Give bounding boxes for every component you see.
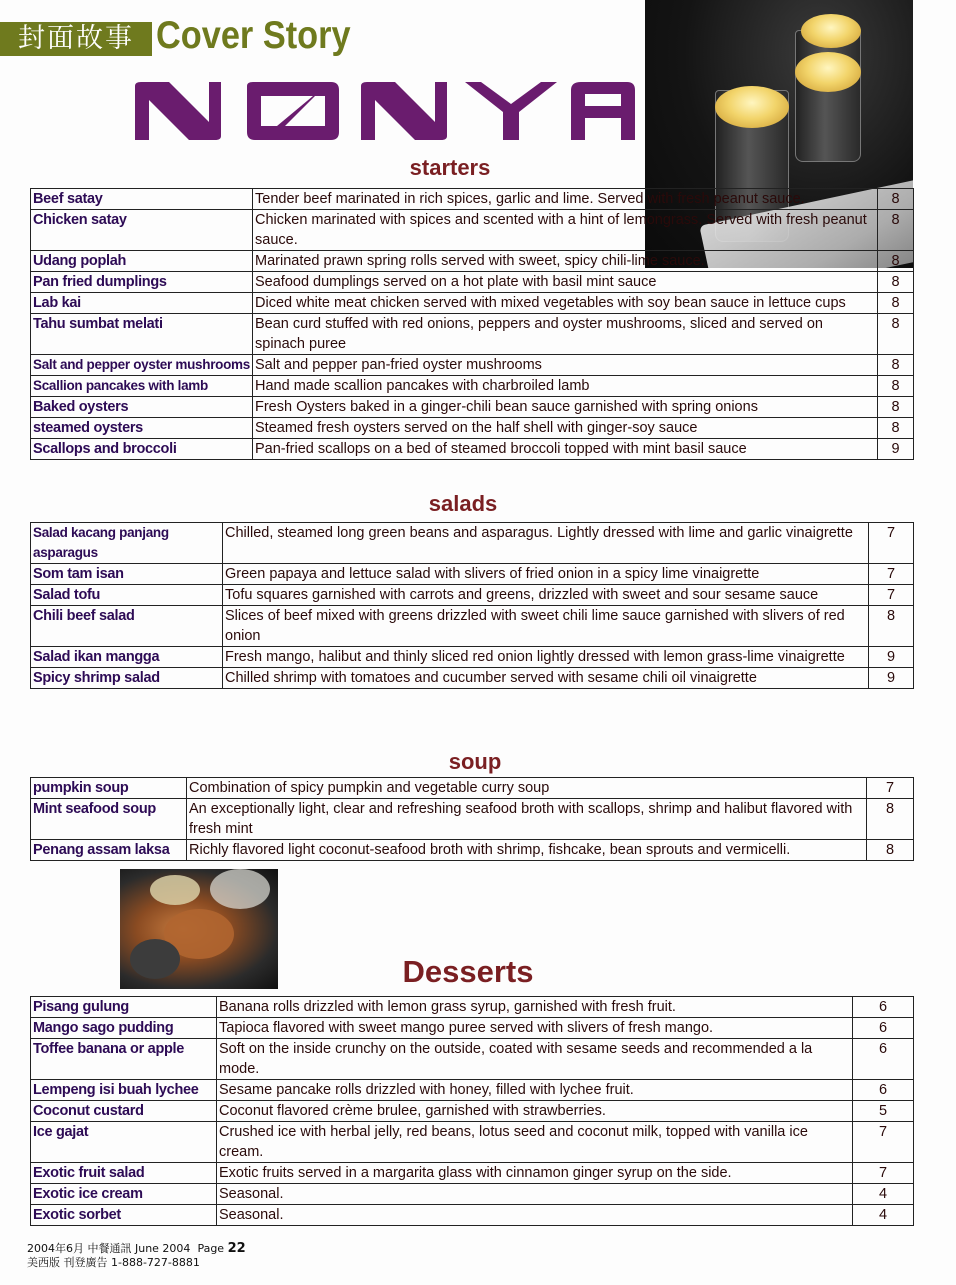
item-description: Combination of spicy pumpkin and vegetable curry soup — [187, 778, 867, 799]
item-name: Coconut custard — [31, 1101, 217, 1122]
menu-row — [31, 564, 914, 585]
item-description: Soft on the inside crunchy on the outside, coated with sesame seeds and recommended a la mode. — [217, 1039, 853, 1080]
salads-table — [30, 522, 914, 689]
item-name: Salad ikan mangga — [31, 647, 223, 668]
item-name: Salad tofu — [31, 585, 223, 606]
item-price: 9 — [878, 439, 914, 460]
item-price: 4 — [853, 1205, 914, 1226]
nonya-title-logo — [135, 82, 635, 140]
item-description: Marinated prawn spring rolls served with sweet, spicy chili-lime sauce. — [253, 251, 878, 272]
item-price: 7 — [869, 564, 914, 585]
item-description: Seasonal. — [217, 1184, 853, 1205]
item-price: 8 — [878, 314, 914, 355]
item-description: Green papaya and lettuce salad with slivers of fried onion in a spicy lime vinaigrette — [223, 564, 869, 585]
menu-row — [31, 1184, 914, 1205]
menu-row — [31, 1122, 914, 1163]
menu-row — [31, 189, 914, 210]
item-price: 8 — [878, 376, 914, 397]
item-description: Tender beef marinated in rich spices, garlic and lime. Served with fresh peanut sauce. — [253, 189, 878, 210]
item-price: 6 — [853, 1018, 914, 1039]
starters-table — [30, 188, 914, 460]
menu-row — [31, 799, 914, 840]
menu-row — [31, 778, 914, 799]
menu-row — [31, 314, 914, 355]
item-name: Udang poplah — [31, 251, 253, 272]
page-footer — [27, 1242, 246, 1270]
menu-row — [31, 606, 914, 647]
item-description: Seasonal. — [217, 1205, 853, 1226]
menu-row — [31, 585, 914, 606]
item-price: 4 — [853, 1184, 914, 1205]
menu-row — [31, 1039, 914, 1080]
menu-row — [31, 997, 914, 1018]
soup-table — [30, 777, 914, 861]
item-price: 6 — [853, 997, 914, 1018]
item-name: Chicken satay — [31, 210, 253, 251]
menu-row — [31, 1101, 914, 1122]
item-description: Fresh mango, halibut and thinly sliced red onion lightly dressed with lemon grass-lime vinaigrette — [223, 647, 869, 668]
soup-heading: soup — [448, 749, 502, 774]
menu-row — [31, 668, 914, 689]
item-price: 5 — [853, 1101, 914, 1122]
item-description: Seafood dumplings served on a hot plate with basil mint sauce — [253, 272, 878, 293]
menu-row — [31, 1018, 914, 1039]
item-description: Salt and pepper pan-fried oyster mushrooms — [253, 355, 878, 376]
item-price: 8 — [878, 397, 914, 418]
item-price: 8 — [878, 189, 914, 210]
menu-row — [31, 251, 914, 272]
item-description: Crushed ice with herbal jelly, red beans, lotus seed and coconut milk, topped with vanilla ice cream. — [217, 1122, 853, 1163]
menu-row — [31, 272, 914, 293]
item-name: Exotic sorbet — [31, 1205, 217, 1226]
item-name: Beef satay — [31, 189, 253, 210]
menu-row — [31, 418, 914, 439]
item-description: Bean curd stuffed with red onions, peppers and oyster mushrooms, sliced and served on spinach puree — [253, 314, 878, 355]
item-price: 8 — [867, 840, 914, 861]
item-price: 9 — [869, 647, 914, 668]
item-price: 8 — [878, 355, 914, 376]
starters-heading: starters — [409, 155, 491, 180]
desserts-table — [30, 996, 914, 1226]
item-price: 6 — [853, 1080, 914, 1101]
item-price: 7 — [869, 523, 914, 564]
item-name: Pan fried dumplings — [31, 272, 253, 293]
item-price: 7 — [867, 778, 914, 799]
item-name: Scallops and broccoli — [31, 439, 253, 460]
item-description: Fresh Oysters baked in a ginger-chili bean sauce garnished with spring onions — [253, 397, 878, 418]
item-description: Tofu squares garnished with carrots and greens, drizzled with sweet and sour sesame sauce — [223, 585, 869, 606]
menu-row — [31, 376, 914, 397]
item-description: Chilled shrimp with tomatoes and cucumber served with sesame chili oil vinaigrette — [223, 668, 869, 689]
item-name: steamed oysters — [31, 418, 253, 439]
desserts-heading: Desserts — [402, 954, 534, 989]
item-price: 7 — [853, 1163, 914, 1184]
footer-line-1 — [27, 1242, 246, 1256]
menu-row — [31, 293, 914, 314]
item-name: pumpkin soup — [31, 778, 187, 799]
item-description: Exotic fruits served in a margarita glass with cinnamon ginger syrup on the side. — [217, 1163, 853, 1184]
item-description: Banana rolls drizzled with lemon grass syrup, garnished with fresh fruit. — [217, 997, 853, 1018]
section-label-chinese: 封面故事 — [0, 22, 152, 56]
item-price: 7 — [869, 585, 914, 606]
page-number: 22 — [227, 1241, 246, 1256]
menu-row — [31, 523, 914, 564]
item-price: 8 — [869, 606, 914, 647]
item-name: Salad kacang panjang asparagus — [31, 523, 223, 564]
item-price: 9 — [869, 668, 914, 689]
menu-row — [31, 1205, 914, 1226]
item-name: Scallion pancakes with lamb — [31, 376, 253, 397]
item-name: Baked oysters — [31, 397, 253, 418]
menu-row — [31, 355, 914, 376]
item-description: An exceptionally light, clear and refreshing seafood broth with scallops, shrimp and halibut flavored with fresh mint — [187, 799, 867, 840]
item-price: 8 — [878, 210, 914, 251]
item-name: Toffee banana or apple — [31, 1039, 217, 1080]
item-name: Exotic ice cream — [31, 1184, 217, 1205]
item-description: Pan-fried scallops on a bed of steamed broccoli topped with mint basil sauce — [253, 439, 878, 460]
item-description: Chilled, steamed long green beans and asparagus. Lightly dressed with lime and garlic vinaigrette — [223, 523, 869, 564]
menu-row — [31, 1163, 914, 1184]
item-name: Tahu sumbat melati — [31, 314, 253, 355]
item-name: Mint seafood soup — [31, 799, 187, 840]
item-description: Slices of beef mixed with greens drizzled with sweet chili lime sauce garnished with slivers of red onion — [223, 606, 869, 647]
menu-row — [31, 397, 914, 418]
item-name: Penang assam laksa — [31, 840, 187, 861]
item-description: Hand made scallion pancakes with charbroiled lamb — [253, 376, 878, 397]
item-name: Salt and pepper oyster mushrooms — [31, 355, 253, 376]
item-name: Ice gajat — [31, 1122, 217, 1163]
item-name: Pisang gulung — [31, 997, 217, 1018]
footer-page-label: Page — [197, 1242, 225, 1255]
item-name: Chili beef salad — [31, 606, 223, 647]
item-description: Coconut flavored crème brulee, garnished with strawberries. — [217, 1101, 853, 1122]
item-price: 6 — [853, 1039, 914, 1080]
item-name: Mango sago pudding — [31, 1018, 217, 1039]
item-name: Lempeng isi buah lychee — [31, 1080, 217, 1101]
item-price: 7 — [853, 1122, 914, 1163]
item-price: 8 — [878, 418, 914, 439]
item-price: 8 — [878, 272, 914, 293]
item-name: Lab kai — [31, 293, 253, 314]
item-price: 8 — [878, 293, 914, 314]
dessert-food-photo — [120, 869, 278, 989]
menu-row — [31, 1080, 914, 1101]
menu-row — [31, 439, 914, 460]
menu-row — [31, 647, 914, 668]
menu-row — [31, 840, 914, 861]
item-description: Chicken marinated with spices and scented with a hint of lemongrass. Served with fresh peanut sauce. — [253, 210, 878, 251]
section-label-cover-story: Cover Story — [156, 14, 351, 57]
item-description: Sesame pancake rolls drizzled with honey, filled with lychee fruit. — [217, 1080, 853, 1101]
item-name: Spicy shrimp salad — [31, 668, 223, 689]
item-name: Exotic fruit salad — [31, 1163, 217, 1184]
salads-heading: salads — [428, 491, 498, 516]
footer-publication: 2004年6月 中餐通訊 June 2004 — [27, 1242, 191, 1255]
item-description: Diced white meat chicken served with mixed vegetables with soy bean sauce in lettuce cups — [253, 293, 878, 314]
item-name: Som tam isan — [31, 564, 223, 585]
item-description: Richly flavored light coconut-seafood broth with shrimp, fishcake, bean sprouts and vermicelli. — [187, 840, 867, 861]
item-description: Tapioca flavored with sweet mango puree served with slivers of fresh mango. — [217, 1018, 853, 1039]
item-price: 8 — [878, 251, 914, 272]
menu-row — [31, 210, 914, 251]
item-description: Steamed fresh oysters served on the half shell with ginger-soy sauce — [253, 418, 878, 439]
item-price: 8 — [867, 799, 914, 840]
footer-line-2: 美西版 刊登廣告 1-888-727-8881 — [27, 1256, 200, 1269]
